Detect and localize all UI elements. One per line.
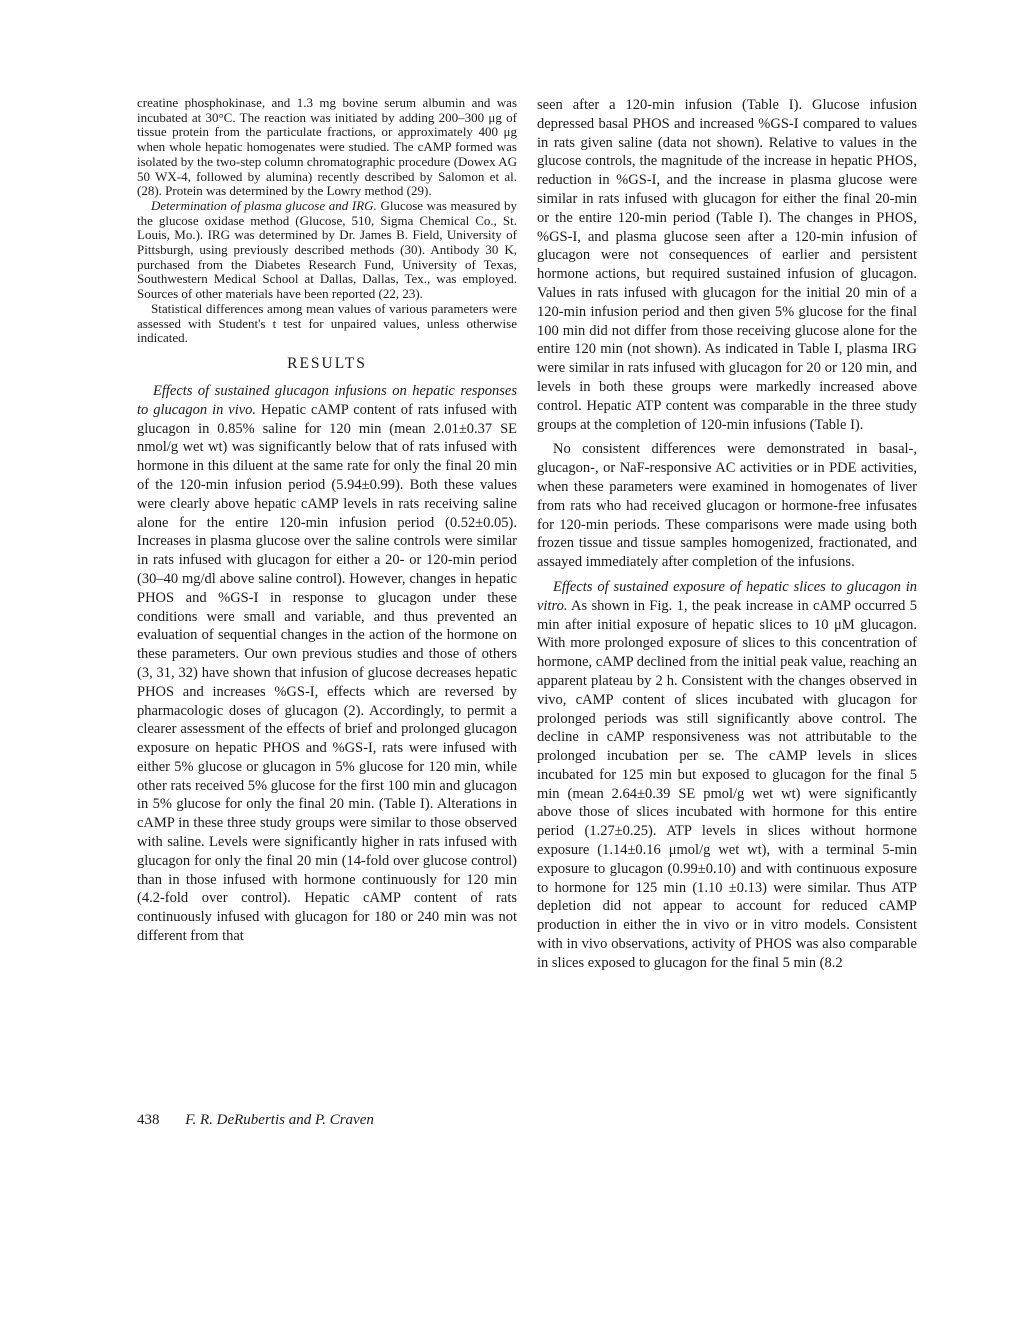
- paragraph-text: Glucose was measured by the glucose oxidase method (Glucose, 510, Sigma Chemical Co., St. Louis, Mo.). IRG was determined by Dr. James B. Field, University of Pittsburgh, using previously described methods (30). Antibody 30 K, purchased from the Diabetes Research Fund, University of Texas, Southwestern Medical School at Dallas, Dallas, Tex., was employed. Sources of other materials have been reported (22, 23).: [137, 197, 517, 302]
- section-heading: RESULTS: [287, 354, 367, 372]
- run-in-heading: Determination of plasma glucose and IRG.: [151, 197, 377, 213]
- right-column: [537, 96, 917, 973]
- methods-paragraph: Statistical differences among mean values of various parameters were assessed with Student's t test for unpaired values, unless otherwise indicated.: [137, 300, 517, 346]
- results-section: [137, 382, 517, 946]
- page-footer: [137, 1112, 374, 1129]
- run-in-heading: Effects of sustained exposure of hepatic slices to glucagon in vitro.: [537, 578, 917, 614]
- body-paragraph: seen after a 120-min infusion (Table I). Glucose infusion depressed basal PHOS and increased %GS-I compared to values in rats given saline (data not shown). Relative to values in the glucose controls, the magnitude of the increase in hepatic PHOS, reduction in %GS-I, and the increase in plasma glucose were similar in rats infused with glucagon for either the final 20-min or the entire 120-min period (Table I). The changes in PHOS, %GS-I, and plasma glucose seen after a 120-min infusion of glucagon were not consequences of earlier and persistent hormone actions, but required sustained infusion of glucagon. Values in rats infused with glucagon for the initial 20 min of a 120-min infusion period and then given 5% glucose for the final 100 min did not differ from those receiving glucose alone for the entire 120 min (not shown). As indicated in Table I, plasma IRG were similar in rats infused with glucagon for 20 or 120 min, and levels in both these groups were markedly increased above control. Hepatic ATP content was comparable in the three study groups at the completion of 120-min infusions (Table I).: [537, 97, 917, 433]
- page-number: 438: [137, 1112, 160, 1128]
- paragraph-text: As shown in Fig. 1, the peak increase in cAMP occurred 5 min after initial exposure of hepatic slices to 10 μM glucagon. With more prolonged exposure of slices to this concentration of hormone, cAMP declined from the initial peak value, reaching an apparent plateau by 2 h. Consistent with the changes observed in vivo, cAMP content of slices incubated with glucagon for prolonged periods was still significantly above control. The decline in cAMP responsiveness was not attributable to the prolonged incubation per se. The cAMP levels in slices incubated for 125 min but exposed to glucagon for the final 5 min (mean 2.64±0.39 SE pmol/g wet wt) were significantly above those of slices incubated with hormone for this entire period (1.27±0.25). ATP levels in slices without hormone exposure (1.14±0.16 μmol/g wet wt), with a terminal 5-min exposure to glucagon (0.99±0.10) and with continuous exposure to hormone for 125 min (1.10 ±0.13) were similar. Thus ATP depletion did not appear to account for reduced cAMP production in either the in vivo or in vitro models. Consistent with in vivo observations, activity of PHOS was also comparable in slices exposed to glucagon for the final 5 min (8.2: [537, 597, 917, 971]
- left-column: [137, 96, 517, 946]
- methods-section: [137, 96, 517, 346]
- run-in-heading: Effects of sustained glucagon infusions on hepatic responses to glucagon in vivo.: [137, 382, 517, 418]
- running-authors: F. R. DeRubertis and P. Craven: [185, 1112, 374, 1128]
- body-paragraph: No consistent differences were demonstrated in basal-, glucagon-, or NaF-responsive AC activities or in PDE activities, when these parameters were examined in homogenates of liver from rats who had received glucagon or hormone-free infusates for 120-min periods. These comparisons were made using both frozen tissue and tissue samples homogenized, fractionated, and assayed immediately after completion of the infusions.: [537, 441, 917, 571]
- body-paragraph: [537, 578, 917, 973]
- methods-paragraph: [137, 199, 517, 302]
- paragraph-text: Hepatic cAMP content of rats infused with glucagon in 0.85% saline for 120 min (mean 2.01±0.37 SE nmol/g wet wt) was significantly below that of rats infused with hormone in this diluent at the same rate for only the final 20 min of the 120-min infusion period (5.94±0.99). Both these values were clearly above hepatic cAMP levels in rats receiving saline alone for the entire 120-min infusion period (0.52±0.05). Increases in plasma glucose over the saline controls were similar in rats infused with glucagon for either a 20- or 120-min period (30–40 mg/dl above saline control). However, changes in hepatic PHOS and %GS-I in response to glucagon under these conditions were small and variable, and thus prevented an evaluation of sequential changes in the action of the hormone on these parameters. Our own previous studies and those of others (3, 31, 32) have shown that infusion of glucose decreases hepatic PHOS and increases %GS-I, effects which are reversed by pharmacologic doses of glucagon (2). Accordingly, to permit a clearer assessment of the effects of brief and prolonged glucagon exposure on hepatic PHOS and %GS-I, rats were infused with either 5% glucose or glucagon in 5% glucose for 120 min, while other rats received 5% glucose for the first 100 min and glucagon in 5% glucose for only the final 20 min. (Table I). Alterations in cAMP in these three study groups were similar to those observed with saline. Levels were significantly higher in rats infused with glucagon for only the final 20 min (14-fold over glucose control) than in those infused with hormone continuously for 120 min (4.2-fold over control). Hepatic cAMP content of rats continuously infused with glucagon for 180 or 240 min was not different from that: [137, 401, 518, 945]
- results-paragraph: [137, 382, 517, 946]
- methods-paragraph: creatine phosphokinase, and 1.3 mg bovine serum albumin and was incubated at 30°C. The reaction was initiated by adding 200–300 μg of tissue protein from the particulate fractions, or approximately 400 μg when whole hepatic homogenates were studied. The cAMP formed was isolated by the two-step column chromatographic procedure (Dowex AG 50 WX-4, followed by alumina) recently described by Salomon et al. (28). Protein was determined by the Lowry method (29).: [137, 95, 517, 199]
